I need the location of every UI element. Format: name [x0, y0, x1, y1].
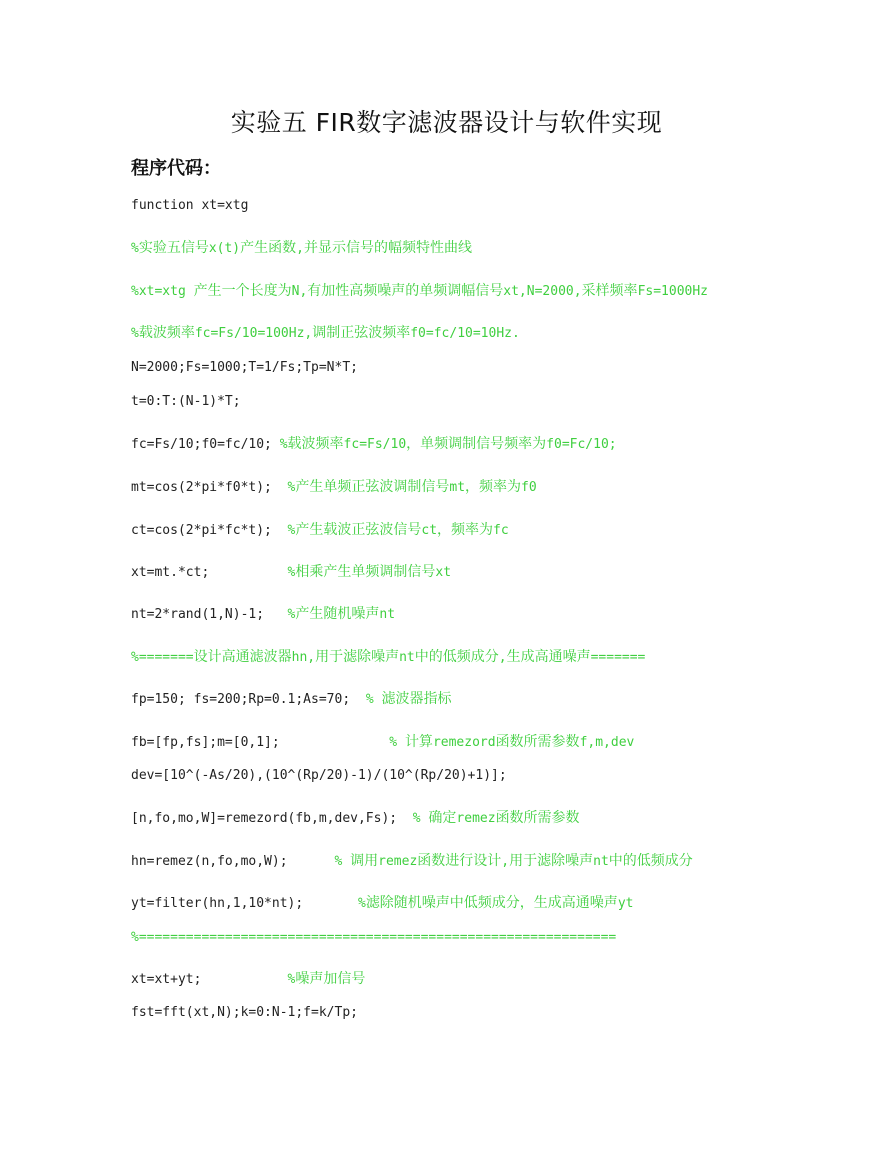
code-comment: %产生单频正弦波调制信号mt，频率为f0: [287, 479, 537, 495]
code-comment: %产生随机噪声nt: [287, 606, 396, 622]
code-comment: %滤除随机噪声中低频成分，生成高通噪声yt: [357, 895, 634, 911]
code-comment: %相乘产生单频调制信号xt: [287, 564, 452, 580]
code-text: yt=filter(hn,1,10*nt);: [131, 896, 358, 911]
code-comment: %xt=xtg 产生一个长度为N,有加性高频噪声的单频调幅信号xt,N=2000,采样频率Fs=1000Hz: [131, 283, 709, 299]
code-line: [131, 1005, 358, 1020]
code-line: [131, 688, 451, 708]
code-line: [131, 850, 693, 870]
code-comment: %产生载波正弦波信号ct，频率为fc: [287, 522, 509, 538]
code-text: function xt=xtg: [131, 198, 249, 213]
code-line: [131, 360, 358, 375]
code-text: N=2000;Fs=1000;T=1/Fs;Tp=N*T;: [131, 360, 358, 375]
code-text: fb=[fp,fs];m=[0,1];: [131, 735, 390, 750]
code-text: hn=remez(n,fo,mo,W);: [131, 854, 335, 869]
code-line: [131, 433, 617, 453]
page-title: 实验五 FIR数字滤波器设计与软件实现: [230, 108, 663, 137]
code-text: dev=[10^(-As/20),(10^(Rp/20)-1)/(10^(Rp/20)+1)];: [131, 768, 507, 783]
code-line: [131, 198, 248, 213]
code-text: mt=cos(2*pi*f0*t);: [131, 480, 288, 495]
code-line: [131, 768, 507, 783]
code-text: fc=Fs/10;f0=fc/10;: [131, 437, 280, 452]
code-line: [131, 731, 634, 751]
code-line: [131, 968, 365, 988]
code-line: [131, 322, 520, 342]
code-text: fp=150; fs=200;Rp=0.1;As=70;: [131, 692, 366, 707]
code-line: [131, 930, 616, 945]
code-line: [131, 603, 395, 623]
code-line: [131, 394, 241, 409]
code-comment: %实验五信号x(t)产生函数,并显示信号的幅频特性曲线: [131, 240, 472, 256]
code-line: [131, 807, 580, 827]
code-text: xt=xt+yt;: [131, 972, 288, 987]
code-line: [131, 476, 537, 496]
code-comment: % 调用remez函数进行设计,用于滤除噪声nt中的低频成分: [334, 853, 693, 869]
code-text: nt=2*rand(1,N)-1;: [131, 607, 288, 622]
code-comment: %载波频率fc=Fs/10，单频调制信号频率为f0=Fc/10;: [279, 436, 617, 452]
code-text: fst=fft(xt,N);k=0:N-1;f=k/Tp;: [131, 1005, 358, 1020]
code-comment: % 确定remez函数所需参数: [412, 810, 580, 826]
code-comment: %=============================================================: [131, 930, 617, 945]
code-line: [131, 519, 509, 539]
code-text: t=0:T:(N-1)*T;: [131, 394, 241, 409]
section-heading: 程序代码：: [131, 158, 221, 179]
code-comment: % 计算remezord函数所需参数f,m,dev: [389, 734, 635, 750]
code-line: [131, 892, 633, 912]
code-comment: %载波频率fc=Fs/10=100Hz,调制正弦波频率f0=fc/10=10Hz.: [131, 325, 520, 341]
code-line: [131, 237, 472, 257]
code-text: xt=mt.*ct;: [131, 565, 288, 580]
code-text: [n,fo,mo,W]=remezord(fb,m,dev,Fs);: [131, 811, 413, 826]
code-line: [131, 646, 645, 666]
code-comment: % 滤波器指标: [365, 691, 452, 707]
code-line: [131, 280, 708, 300]
code-line: [131, 561, 451, 581]
code-comment: %=======设计高通滤波器hn,用于滤除噪声nt中的低频成分,生成高通噪声=======: [131, 649, 646, 665]
code-text: ct=cos(2*pi*fc*t);: [131, 523, 288, 538]
code-comment: %噪声加信号: [287, 971, 366, 987]
